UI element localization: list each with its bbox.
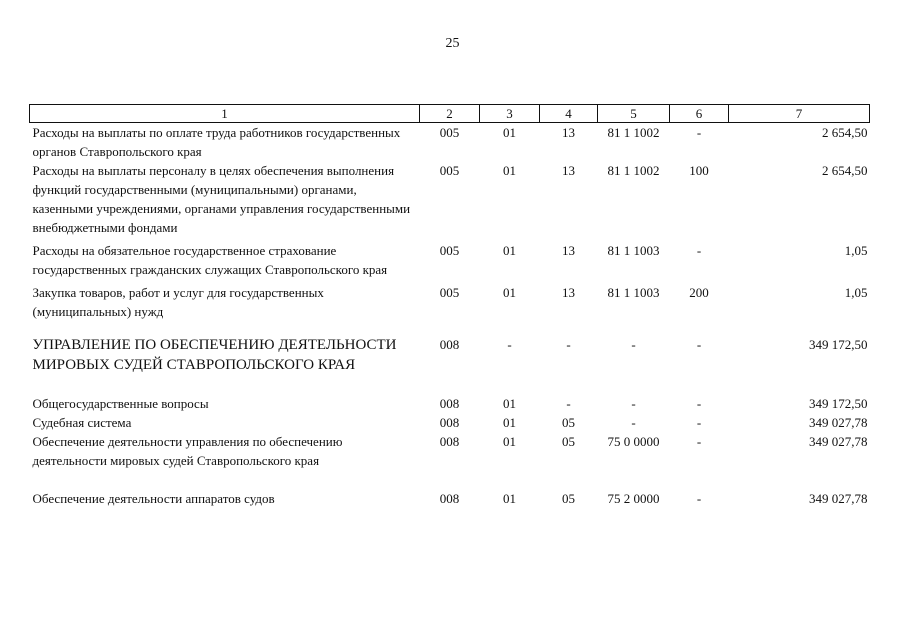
header-cell-7: 7 [729, 105, 870, 123]
row-code-5: 81 1 1003 [607, 285, 660, 300]
row-code-5: 75 2 0000 [607, 491, 660, 506]
row-code-6: - [696, 491, 702, 506]
spacer-cell [30, 321, 870, 335]
row-code-5: 81 1 1002 [607, 163, 660, 178]
row-code-2: 008 [439, 434, 460, 449]
row-code-2: 005 [439, 125, 460, 140]
spacer-row [30, 321, 870, 335]
table-row [30, 432, 870, 470]
spacer-row [30, 375, 870, 394]
row-code-4: - [566, 396, 571, 411]
row-name: Обеспечение деятельности управления по обеспечению деятельности мировых судей Ставропольского края [32, 434, 343, 468]
row-amount: 1,05 [844, 243, 868, 258]
row-code-6: - [696, 415, 702, 430]
header-cell-4: 4 [540, 105, 598, 123]
row-name: Расходы на выплаты по оплате труда работников государственных органов Ставропольского края [32, 125, 401, 159]
row-code-6: 100 [689, 163, 709, 178]
row-code-4: 13 [562, 163, 575, 178]
row-code-5: - [631, 415, 636, 430]
row-code-3: 01 [503, 396, 516, 411]
table-row [30, 279, 870, 321]
row-amount: 349 027,78 [809, 415, 868, 430]
header-row [30, 105, 870, 123]
row-code-6: - [696, 125, 702, 140]
row-amount: 2 654,50 [822, 125, 868, 140]
header-cell-1: 1 [30, 105, 420, 123]
spacer-cell [30, 375, 870, 394]
row-code-5: - [631, 337, 636, 352]
row-code-6: - [696, 337, 702, 352]
row-code-3: 01 [503, 415, 516, 430]
row-code-2: 005 [439, 163, 460, 178]
row-code-4: 13 [562, 243, 575, 258]
row-code-4: 13 [562, 285, 575, 300]
budget-table [29, 104, 870, 508]
table-row [30, 123, 870, 162]
row-amount: 2 654,50 [822, 163, 868, 178]
row-amount: 349 172,50 [809, 396, 868, 411]
row-code-4: 05 [562, 415, 575, 430]
row-code-3: - [507, 337, 512, 352]
row-name: Обеспечение деятельности аппаратов судов [32, 491, 275, 506]
row-code-4: 05 [562, 434, 575, 449]
row-code-2: 008 [439, 396, 460, 411]
table-row [30, 413, 870, 432]
row-code-2: 005 [439, 285, 460, 300]
table-row [30, 394, 870, 413]
row-name: Расходы на выплаты персоналу в целях обеспечения выполнения функций государственными (муниципальными) органами, казенными учреждениями, органами управления государственными внебюджетными фондами [32, 163, 411, 235]
row-amount: 1,05 [844, 285, 868, 300]
header-cell-2: 2 [420, 105, 480, 123]
row-name: Расходы на обязательное государственное страхование государственных гражданских служащих Ставропольского края [32, 243, 388, 277]
row-code-2: 008 [439, 491, 460, 506]
row-code-3: 01 [503, 434, 516, 449]
page-number: 25 [445, 36, 460, 51]
row-code-3: 01 [503, 125, 516, 140]
row-name: Закупка товаров, работ и услуг для государственных (муниципальных) нужд [32, 285, 324, 319]
spacer-cell [30, 470, 870, 489]
row-name: Общегосударственные вопросы [32, 396, 209, 411]
row-code-2: 008 [439, 415, 460, 430]
row-code-5: 81 1 1003 [607, 243, 660, 258]
row-code-5: 81 1 1002 [607, 125, 660, 140]
table-row [30, 335, 870, 375]
table-row [30, 489, 870, 508]
row-code-5: - [631, 396, 636, 411]
row-code-4: 13 [562, 125, 575, 140]
row-code-3: 01 [503, 491, 516, 506]
row-code-6: - [696, 396, 702, 411]
row-code-2: 008 [439, 337, 460, 352]
header-cell-5: 5 [598, 105, 670, 123]
row-code-2: 005 [439, 243, 460, 258]
row-code-3: 01 [503, 285, 516, 300]
row-code-6: 200 [689, 285, 709, 300]
row-code-5: 75 0 0000 [607, 434, 660, 449]
row-code-4: - [566, 337, 571, 352]
row-code-6: - [696, 243, 702, 258]
table-row [30, 237, 870, 279]
row-amount: 349 172,50 [809, 337, 868, 352]
spacer-row [30, 470, 870, 489]
row-code-4: 05 [562, 491, 575, 506]
header-cell-3: 3 [480, 105, 540, 123]
row-name: Судебная система [32, 415, 132, 430]
row-code-6: - [696, 434, 702, 449]
row-code-3: 01 [503, 163, 516, 178]
row-amount: 349 027,78 [809, 491, 868, 506]
header-cell-6: 6 [670, 105, 729, 123]
row-name: УПРАВЛЕНИЕ ПО ОБЕСПЕЧЕНИЮ ДЕЯТЕЛЬНОСТИ МИРОВЫХ СУДЕЙ СТАВРОПОЛЬСКОГО КРАЯ [32, 337, 397, 373]
row-amount: 349 027,78 [809, 434, 868, 449]
table-row [30, 161, 870, 237]
row-code-3: 01 [503, 243, 516, 258]
